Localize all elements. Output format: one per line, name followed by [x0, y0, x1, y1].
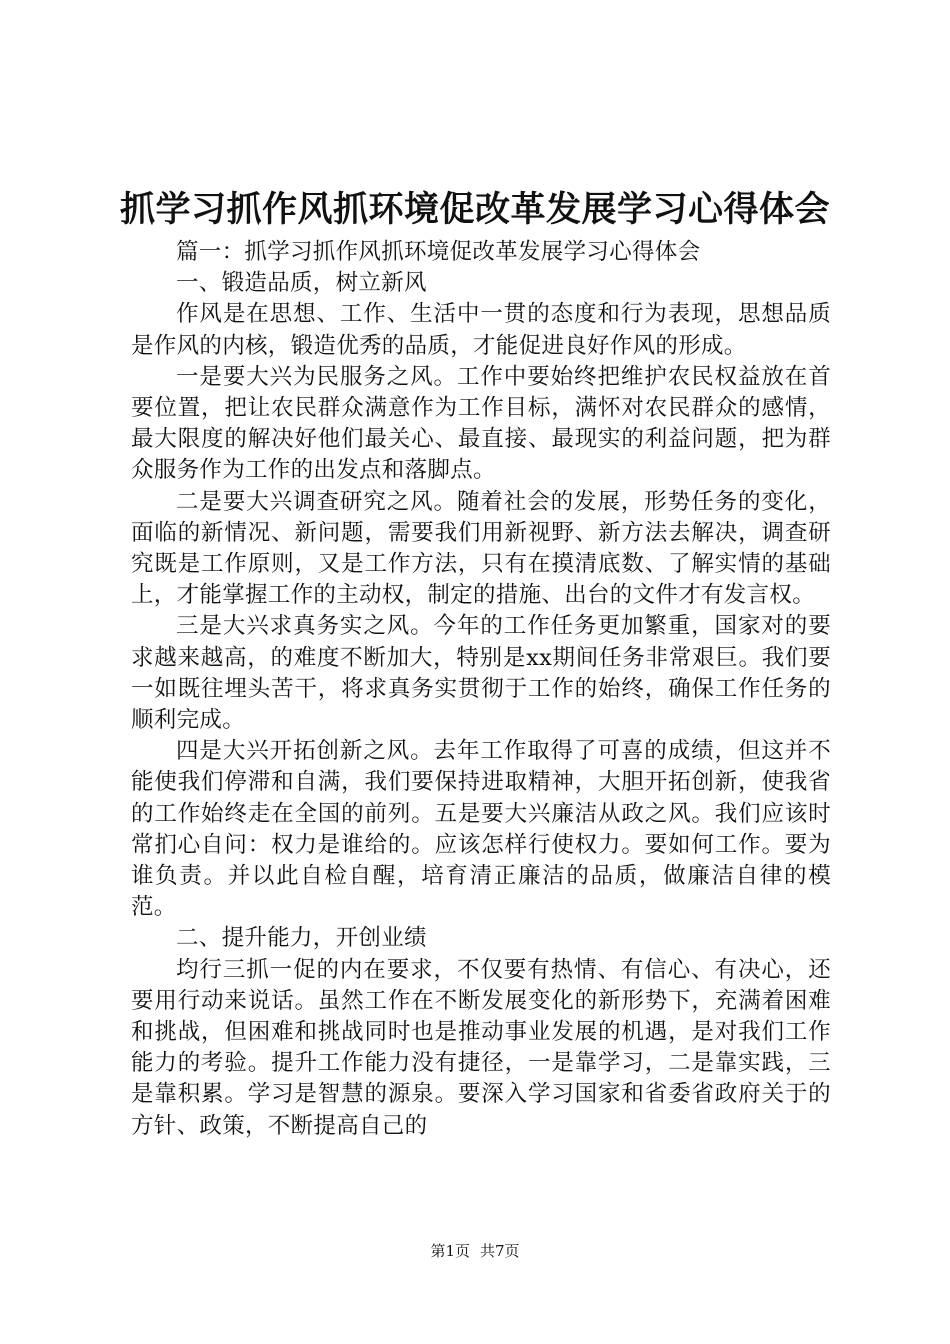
paragraph: 四是大兴开拓创新之风。去年工作取得了可喜的成绩，但这并不能使我们停滞和自满，我们要保持进取精神，大胆开拓创新，使我省的工作始终走在全国的前列。五是要大兴廉洁从政之风。我们应该时常扪心自问：权力是谁给的。应该怎样行使权力。要如何工作。要为谁负责。并以此自检自醒，培育清正廉洁的品质，做廉洁自律的模范。	[131, 738, 831, 921]
document-title: 抓学习抓作风抓环境促改革发展学习心得体会	[119, 190, 830, 230]
page-total: 共7页	[480, 1242, 520, 1260]
paragraph: 一是要大兴为民服务之风。工作中要始终把维护农民权益放在首要位置，把让农民群众满意作为工作目标，满怀对农民群众的感情，最大限度的解决好他们最关心、最直接、最现实的利益问题，把为群众服务作为工作的出发点和落脚点。	[131, 363, 831, 484]
subsection-heading: 一、锻造品质，树立新风	[176, 270, 427, 297]
paragraph: 二是要大兴调查研究之风。随着社会的发展，形势任务的变化，面临的新情况、新问题，需要我们用新视野、新方法去解决，调查研究既是工作原则，又是工作方法，只有在摸清底数、了解实情的基础上，才能掌握工作的主动权，制定的措施、出台的文件才有发言权。	[131, 488, 831, 609]
page-footer	[0, 1241, 950, 1261]
paragraph: 作风是在思想、工作、生活中一贯的态度和行为表现，思想品质是作风的内核，锻造优秀的品质，才能促进良好作风的形成。	[131, 301, 831, 359]
page-number: 第1页	[430, 1242, 470, 1260]
paragraph: 三是大兴求真务实之风。今年的工作任务更加繁重，国家对的要求越来越高，的难度不断加大，特别是xx期间任务非常艰巨。我们要一如既往埋头苦干，将求真务实贯彻于工作的始终，确保工作任务的顺利完成。	[131, 613, 831, 734]
paragraph: 均行三抓一促的内在要求，不仅要有热情、有信心、有决心，还要用行动来说话。虽然工作在不断发展变化的新形势下，充满着困难和挑战，但困难和挑战同时也是推动事业发展的机遇，是对我们工作能力的考验。提升工作能力没有捷径，一是靠学习，二是靠实践，三是靠积累。学习是智慧的源泉。要深入学习国家和省委省政府关于的方针、政策，不断提高自己的	[131, 956, 831, 1139]
document-body	[131, 237, 831, 1142]
section-heading: 篇一：抓学习抓作风抓环境促改革发展学习心得体会	[176, 239, 701, 265]
subsection-heading: 二、提升能力，开创业绩	[176, 925, 427, 952]
